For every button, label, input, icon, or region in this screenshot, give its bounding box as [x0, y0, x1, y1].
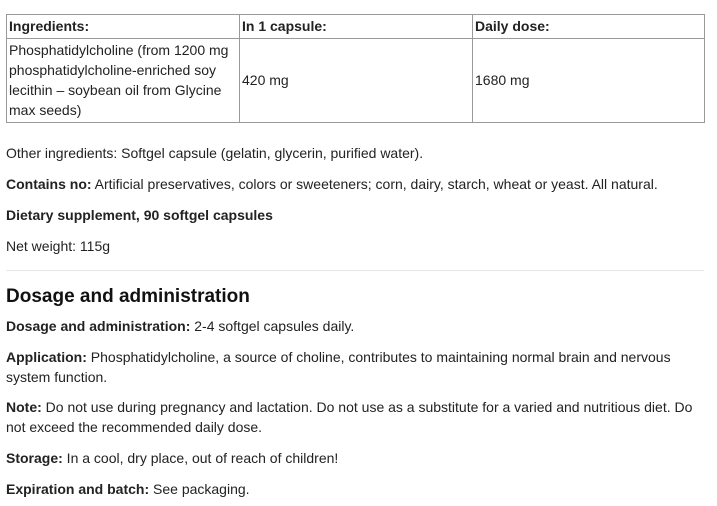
- storage: [6, 448, 704, 468]
- storage-text: In a cool, dry place, out of reach of children!: [62, 450, 339, 466]
- header-daily-dose: Daily dose:: [473, 15, 705, 39]
- ingredients-table: [6, 14, 705, 123]
- header-per-capsule: In 1 capsule:: [240, 15, 473, 39]
- cell-daily-dose: 1680 mg: [473, 39, 705, 123]
- dosage-text: 2-4 softgel capsules daily.: [190, 318, 355, 334]
- contains-no-label: Contains no:: [6, 176, 92, 192]
- cell-per-capsule: 420 mg: [240, 39, 473, 123]
- table-header-row: [7, 15, 705, 39]
- table-row: [7, 39, 705, 123]
- other-ingredients: Other ingredients: Softgel capsule (gelatin, glycerin, purified water).: [6, 145, 424, 161]
- note-text: Do not use during pregnancy and lactation. Do not use as a substitute for a varied and nutritious diet. Do not exceed the recommended daily dose.: [6, 399, 693, 435]
- application: [6, 347, 704, 387]
- application-label: Application:: [6, 349, 87, 365]
- storage-label: Storage:: [6, 450, 63, 466]
- cell-ingredient: Phosphatidylcholine (from 1200 mg phosphatidylcholine-enriched soy lecithin – soybean oil from Glycine max seeds): [7, 39, 240, 123]
- application-text: Phosphatidylcholine, a source of choline, contributes to maintaining normal brain and nervous system function.: [6, 349, 671, 385]
- dosage: [6, 316, 704, 336]
- note-label: Note:: [6, 399, 42, 415]
- dosage-heading: Dosage and administration: [6, 286, 250, 307]
- contains-no-text: Artificial preservatives, colors or sweeteners; corn, dairy, starch, wheat or yeast. All natural.: [91, 176, 658, 192]
- net-weight: Net weight: 115g: [6, 238, 111, 254]
- header-ingredients: Ingredients:: [7, 15, 240, 39]
- note: [6, 397, 704, 437]
- contains-no: [6, 174, 704, 194]
- section-divider: [6, 270, 704, 271]
- expiry-label: Expiration and batch:: [6, 481, 150, 497]
- expiry-text: See packaging.: [149, 481, 250, 497]
- expiration-batch: [6, 479, 704, 499]
- product-info: [6, 14, 704, 499]
- dietary-supplement: Dietary supplement, 90 softgel capsules: [6, 207, 273, 223]
- dosage-label: Dosage and administration:: [6, 318, 191, 334]
